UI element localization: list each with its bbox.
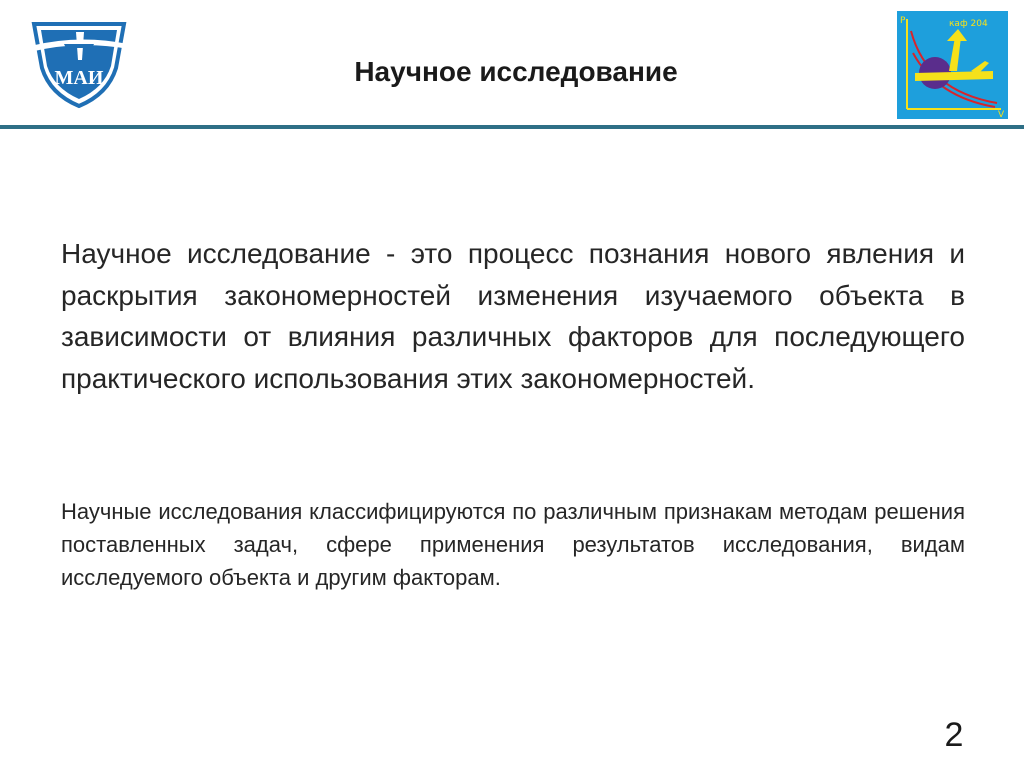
department-logo — [897, 11, 1008, 119]
mai-logo — [24, 14, 134, 110]
svg-text:МАИ: МАИ — [54, 67, 104, 89]
classification-paragraph: Научные исследования классифицируются по различным признакам методам решения поставленных задач, сфере применения результатов исследования, видам исследуемого объекта и другим факторам. — [61, 499, 965, 590]
slide-header — [0, 0, 1024, 128]
header-divider — [0, 125, 1024, 129]
svg-text:V: V — [998, 110, 1005, 119]
svg-text:P: P — [900, 16, 906, 26]
page-title: Научное исследование — [354, 56, 678, 87]
page-number: 2 — [944, 716, 964, 754]
definition-paragraph: Научное исследование - это процесс познания нового явления и раскрытия закономерностей изменения изучаемого объекта в зависимости от влияния различных факторов для последующего практического использования этих закономерностей. — [61, 238, 965, 394]
svg-text:каф 204: каф 204 — [949, 19, 988, 29]
